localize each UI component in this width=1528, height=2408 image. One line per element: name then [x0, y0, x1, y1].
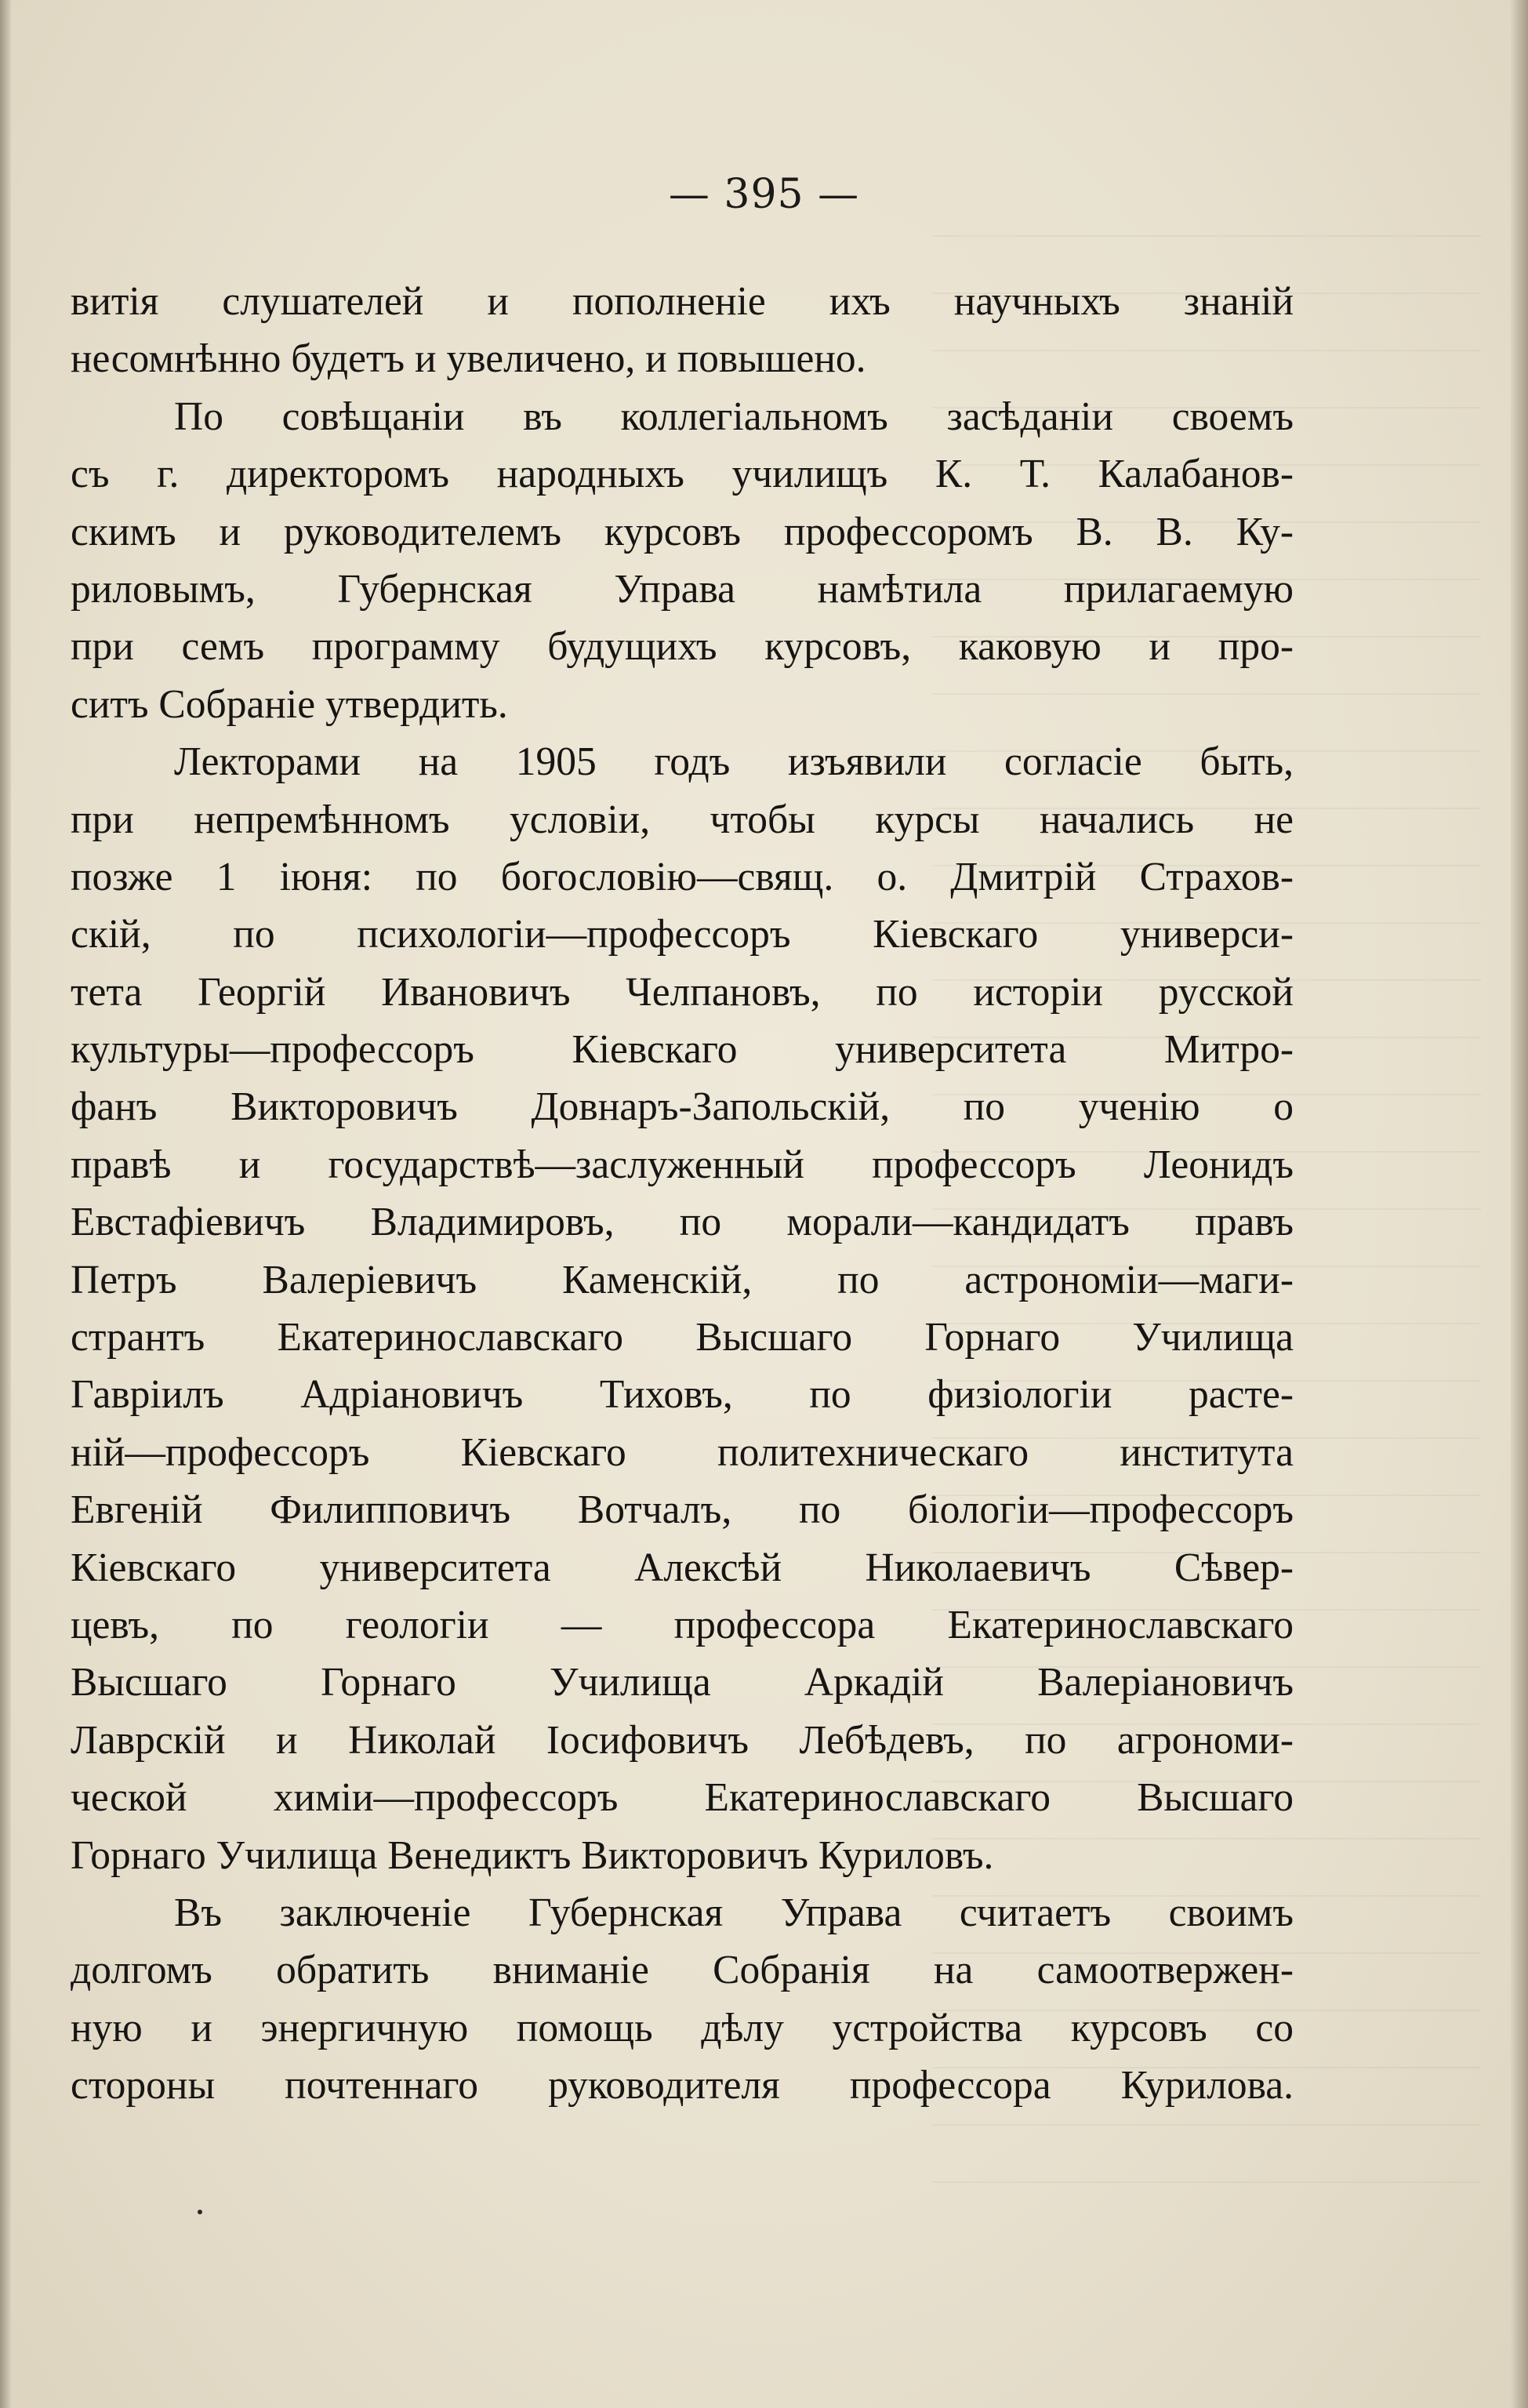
- body-text: [71, 273, 1294, 2115]
- text-line: Петръ Валеріевичъ Каменскій, по астрономіи—маги-: [71, 1257, 1294, 1302]
- text-line: ній—профессоръ Кіевскаго политехническаго института: [71, 1429, 1294, 1475]
- text-line: съ г. директоромъ народныхъ училищъ К. Т. Калабанов-: [71, 452, 1294, 497]
- page-left-edge-shadow: [0, 0, 11, 2408]
- text-line: Евстафіевичъ Владимировъ, по морали—кандидатъ правъ: [71, 1200, 1294, 1245]
- text-line: тета Георгій Ивановичъ Челпановъ, по исторіи русской: [71, 969, 1294, 1015]
- text-line: скій, по психологіи—профессоръ Кіевскаго универси-: [71, 912, 1294, 957]
- text-line: цевъ, по геологіи — профессора Екатеринославскаго: [71, 1602, 1294, 1647]
- text-line: Горнаго Училища Венедиктъ Викторовичъ Куриловъ.: [71, 1832, 994, 1878]
- text-line: Высшаго Горнаго Училища Аркадій Валеріановичъ: [71, 1660, 1294, 1705]
- text-line: Лекторами на 1905 годъ изъявили согласіе быть,: [174, 739, 1294, 785]
- text-line: ситъ Собраніе утвердить.: [71, 681, 508, 727]
- page-right-edge-shadow: [1511, 0, 1528, 2408]
- text-line: фанъ Викторовичъ Довнаръ-Запольскій, по ученію о: [71, 1084, 1294, 1130]
- text-line: правѣ и государствѣ—заслуженный профессоръ Леонидъ: [71, 1142, 1294, 1187]
- text-line: По совѣщаніи въ коллегіальномъ засѣданіи своемъ: [174, 394, 1294, 439]
- text-line: Гавріилъ Адріановичъ Тиховъ, по физіологіи расте-: [71, 1372, 1294, 1418]
- text-line: Евгеній Филипповичъ Вотчалъ, по біологіи—профессоръ: [71, 1487, 1294, 1533]
- text-line: витія слушателей и пополненіе ихъ научныхъ знаній: [71, 279, 1294, 324]
- text-line: Въ заключеніе Губернская Управа считаетъ своимъ: [174, 1890, 1294, 1935]
- text-line: Кіевскаго университета Алексѣй Николаевичъ Сѣвер-: [71, 1545, 1294, 1590]
- text-line: странтъ Екатеринославскаго Высшаго Горнаго Училища: [71, 1315, 1294, 1360]
- ink-speck: [198, 2210, 202, 2214]
- text-line: ческой химіи—профессоръ Екатеринославскаго Высшаго: [71, 1775, 1294, 1821]
- text-line: риловымъ, Губернская Управа намѣтила прилагаемую: [71, 566, 1294, 612]
- text-line: скимъ и руководителемъ курсовъ профессоромъ В. В. Ку-: [71, 509, 1294, 554]
- text-line: стороны почтеннаго руководителя профессора Курилова.: [71, 2063, 1294, 2108]
- text-line: ную и энергичную помощь дѣлу устройства курсовъ со: [71, 2005, 1294, 2050]
- text-line: позже 1 іюня: по богословію—свящ. о. Дмитрій Страхов-: [71, 854, 1294, 899]
- text-line: Лаврскій и Николай Іосифовичъ Лебѣдевъ, по агрономи-: [71, 1717, 1294, 1763]
- text-line: несомнѣнно будетъ и увеличено, и повышено.: [71, 336, 866, 382]
- page-number: — 395 —: [668, 171, 860, 218]
- text-line: долгомъ обратить вниманіе Собранія на самоотвержен-: [71, 1948, 1294, 1993]
- text-line: при семъ программу будущихъ курсовъ, каковую и про-: [71, 624, 1294, 670]
- text-line: при непремѣнномъ условіи, чтобы курсы начались не: [71, 797, 1294, 842]
- text-line: культуры—профессоръ Кіевскаго университета Митро-: [71, 1027, 1294, 1073]
